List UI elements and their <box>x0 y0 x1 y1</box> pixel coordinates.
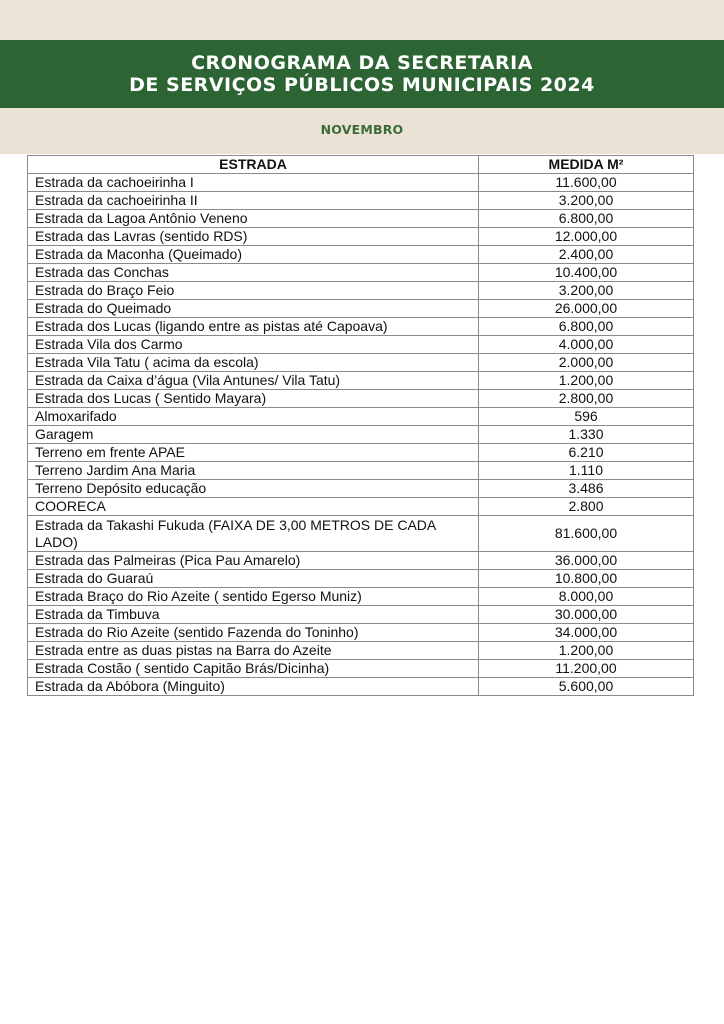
table-row <box>28 318 694 336</box>
cell-medida: 34.000,00 <box>479 624 694 642</box>
table-row <box>28 336 694 354</box>
cell-medida: 2.800 <box>479 498 694 516</box>
table-row <box>28 390 694 408</box>
table-row <box>28 228 694 246</box>
cell-estrada: Estrada do Queimado <box>28 300 479 318</box>
cell-estrada: Estrada das Conchas <box>28 264 479 282</box>
table-row <box>28 552 694 570</box>
table-row <box>28 246 694 264</box>
table-row <box>28 516 694 552</box>
cell-estrada: Estrada do Braço Feio <box>28 282 479 300</box>
cell-medida: 8.000,00 <box>479 588 694 606</box>
table-row <box>28 588 694 606</box>
cell-medida: 6.800,00 <box>479 318 694 336</box>
cell-medida: 3.200,00 <box>479 192 694 210</box>
table-row <box>28 642 694 660</box>
cell-estrada: Estrada da Lagoa Antônio Veneno <box>28 210 479 228</box>
cell-medida: 2.400,00 <box>479 246 694 264</box>
cell-medida: 6.800,00 <box>479 210 694 228</box>
column-header-medida: MEDIDA M² <box>479 156 694 174</box>
cell-medida: 4.000,00 <box>479 336 694 354</box>
table-row <box>28 606 694 624</box>
table-row <box>28 408 694 426</box>
column-header-estrada: ESTRADA <box>28 156 479 174</box>
table-row <box>28 300 694 318</box>
cell-medida: 6.210 <box>479 444 694 462</box>
cell-medida: 36.000,00 <box>479 552 694 570</box>
schedule-table <box>27 155 694 696</box>
cell-estrada: Estrada das Palmeiras (Pica Pau Amarelo) <box>28 552 479 570</box>
cell-medida: 1.330 <box>479 426 694 444</box>
cell-estrada: COORECA <box>28 498 479 516</box>
cell-medida: 10.800,00 <box>479 570 694 588</box>
table-row <box>28 372 694 390</box>
table-row <box>28 498 694 516</box>
cell-estrada: Terreno em frente APAE <box>28 444 479 462</box>
cell-estrada: Estrada entre as duas pistas na Barra do Azeite <box>28 642 479 660</box>
page-title-line-2: DE SERVIÇOS PÚBLICOS MUNICIPAIS 2024 <box>129 74 595 96</box>
cell-medida: 2.000,00 <box>479 354 694 372</box>
table-row <box>28 480 694 498</box>
table-row <box>28 354 694 372</box>
cell-estrada: Estrada da Timbuva <box>28 606 479 624</box>
cell-medida: 1.110 <box>479 462 694 480</box>
cell-estrada: Estrada da cachoeirinha I <box>28 174 479 192</box>
cell-estrada: Garagem <box>28 426 479 444</box>
cell-estrada: Estrada das Lavras (sentido RDS) <box>28 228 479 246</box>
cell-medida: 12.000,00 <box>479 228 694 246</box>
cell-medida: 596 <box>479 408 694 426</box>
table-row <box>28 444 694 462</box>
cell-medida: 3.486 <box>479 480 694 498</box>
cell-medida: 30.000,00 <box>479 606 694 624</box>
table-header-row <box>28 156 694 174</box>
cell-estrada: Estrada do Rio Azeite (sentido Fazenda do Toninho) <box>28 624 479 642</box>
cell-medida: 81.600,00 <box>479 516 694 552</box>
table-row <box>28 192 694 210</box>
table-row <box>28 282 694 300</box>
cell-estrada: Estrada do Guaraú <box>28 570 479 588</box>
table-row <box>28 210 694 228</box>
cell-estrada: Estrada da Caixa d’água (Vila Antunes/ Vila Tatu) <box>28 372 479 390</box>
table-body <box>28 174 694 696</box>
cell-medida: 11.600,00 <box>479 174 694 192</box>
cell-estrada: Terreno Jardim Ana Maria <box>28 462 479 480</box>
cell-medida: 2.800,00 <box>479 390 694 408</box>
table-row <box>28 174 694 192</box>
table-row <box>28 462 694 480</box>
cell-estrada: Terreno Depósito educação <box>28 480 479 498</box>
cell-estrada: Estrada Vila dos Carmo <box>28 336 479 354</box>
cell-estrada: Estrada da cachoeirinha II <box>28 192 479 210</box>
cell-estrada: Estrada da Abóbora (Minguito) <box>28 678 479 696</box>
cell-medida: 1.200,00 <box>479 372 694 390</box>
cell-medida: 1.200,00 <box>479 642 694 660</box>
table-row <box>28 624 694 642</box>
table-row <box>28 570 694 588</box>
cell-medida: 26.000,00 <box>479 300 694 318</box>
cell-medida: 11.200,00 <box>479 660 694 678</box>
paper-top-band <box>0 0 724 40</box>
table-row <box>28 426 694 444</box>
cell-estrada: Almoxarifado <box>28 408 479 426</box>
cell-medida: 10.400,00 <box>479 264 694 282</box>
cell-estrada: Estrada dos Lucas (ligando entre as pistas até Capoava) <box>28 318 479 336</box>
cell-estrada: Estrada da Maconha (Queimado) <box>28 246 479 264</box>
month-label: NOVEMBRO <box>320 122 404 137</box>
cell-estrada: Estrada Vila Tatu ( acima da escola) <box>28 354 479 372</box>
page-title-line-1: CRONOGRAMA DA SECRETARIA <box>191 52 533 74</box>
table-row <box>28 264 694 282</box>
title-banner <box>0 40 724 108</box>
cell-estrada: Estrada Braço do Rio Azeite ( sentido Egerso Muniz) <box>28 588 479 606</box>
cell-medida: 5.600,00 <box>479 678 694 696</box>
table-row <box>28 660 694 678</box>
cell-medida: 3.200,00 <box>479 282 694 300</box>
table-row <box>28 678 694 696</box>
cell-estrada: Estrada dos Lucas ( Sentido Mayara) <box>28 390 479 408</box>
cell-estrada: Estrada da Takashi Fukuda (FAIXA DE 3,00 METROS DE CADA LADO) <box>28 516 479 552</box>
cell-estrada: Estrada Costão ( sentido Capitão Brás/Dicinha) <box>28 660 479 678</box>
